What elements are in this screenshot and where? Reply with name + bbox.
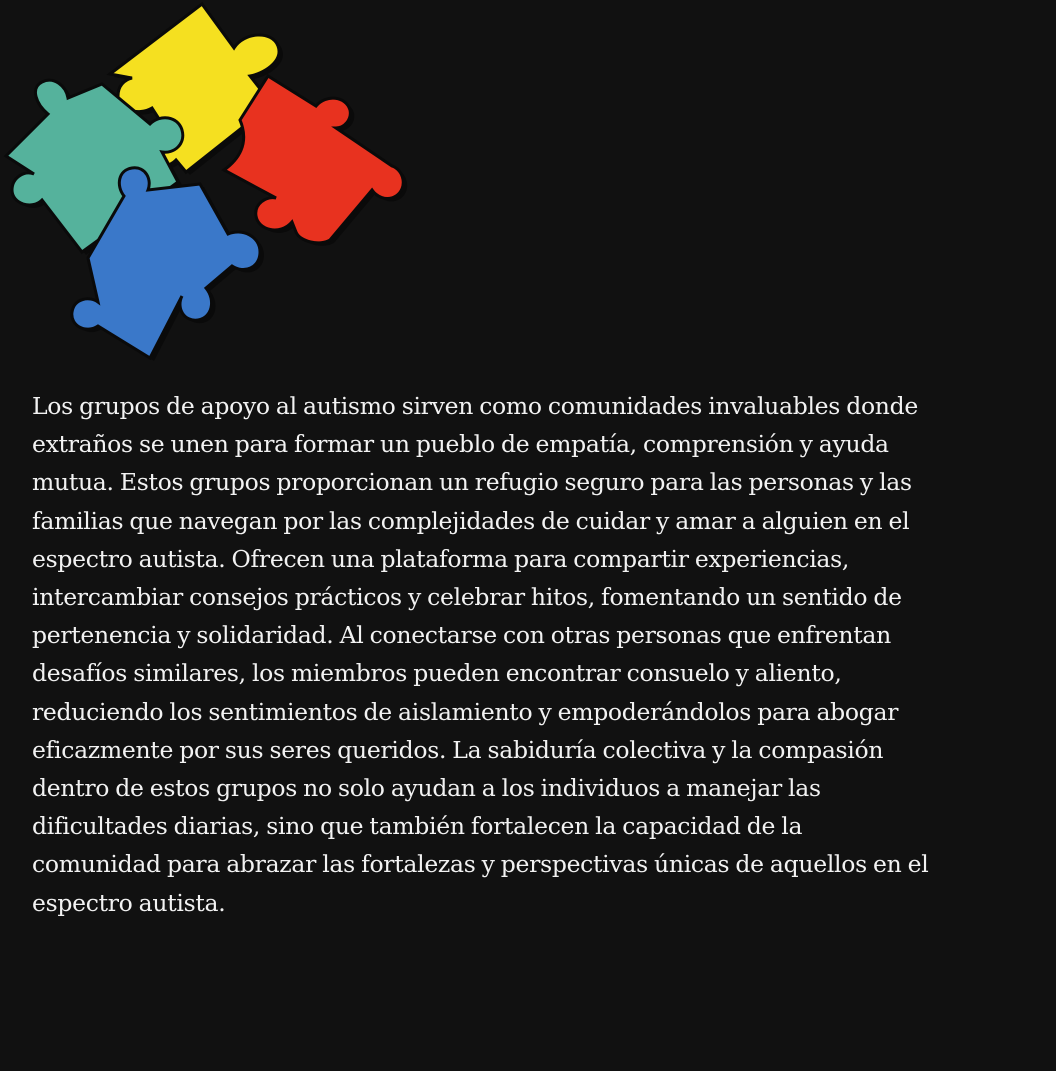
paragraph-line: desafíos similares, los miembros pueden encontrar consuelo y aliento,: [32, 659, 842, 688]
paragraph-line: intercambiar consejos prácticos y celebrar hitos, fomentando un sentido de: [32, 583, 902, 612]
paragraph-line: comunidad para abrazar las fortalezas y perspectivas únicas de aquellos en el: [32, 850, 929, 879]
red-puzzle-piece: [224, 76, 403, 243]
paragraph-line: espectro autista. Ofrecen una plataforma para compartir experiencias,: [32, 544, 850, 573]
paragraph-line: reduciendo los sentimientos de aislamiento y empoderándolos para abogar: [32, 697, 899, 726]
paragraph-line: espectro autista.: [32, 888, 226, 917]
paragraph-line: eficazmente por sus seres queridos. La sabiduría colectiva y la compasión: [32, 735, 884, 764]
paragraph-line: familias que navegan por las complejidades de cuidar y amar a alguien en el: [32, 506, 910, 535]
paragraph-line: dentro de estos grupos no solo ayudan a los individuos a manejar las: [32, 774, 821, 803]
body-paragraph: [32, 387, 1032, 922]
paragraph-line: pertenencia y solidaridad. Al conectarse con otras personas que enfrentan: [32, 621, 891, 650]
paragraph-line: Los grupos de apoyo al autismo sirven como comunidades invaluables donde: [32, 392, 918, 420]
paragraph-line: dificultades diarias, sino que también fortalecen la capacidad de la: [32, 812, 803, 841]
paragraph-line: extraños se unen para formar un pueblo de empatía, comprensión y ayuda: [32, 430, 889, 459]
paragraph-line: mutua. Estos grupos proporcionan un refugio seguro para las personas y las: [32, 468, 912, 497]
puzzle-pieces-icon: [0, 0, 420, 370]
